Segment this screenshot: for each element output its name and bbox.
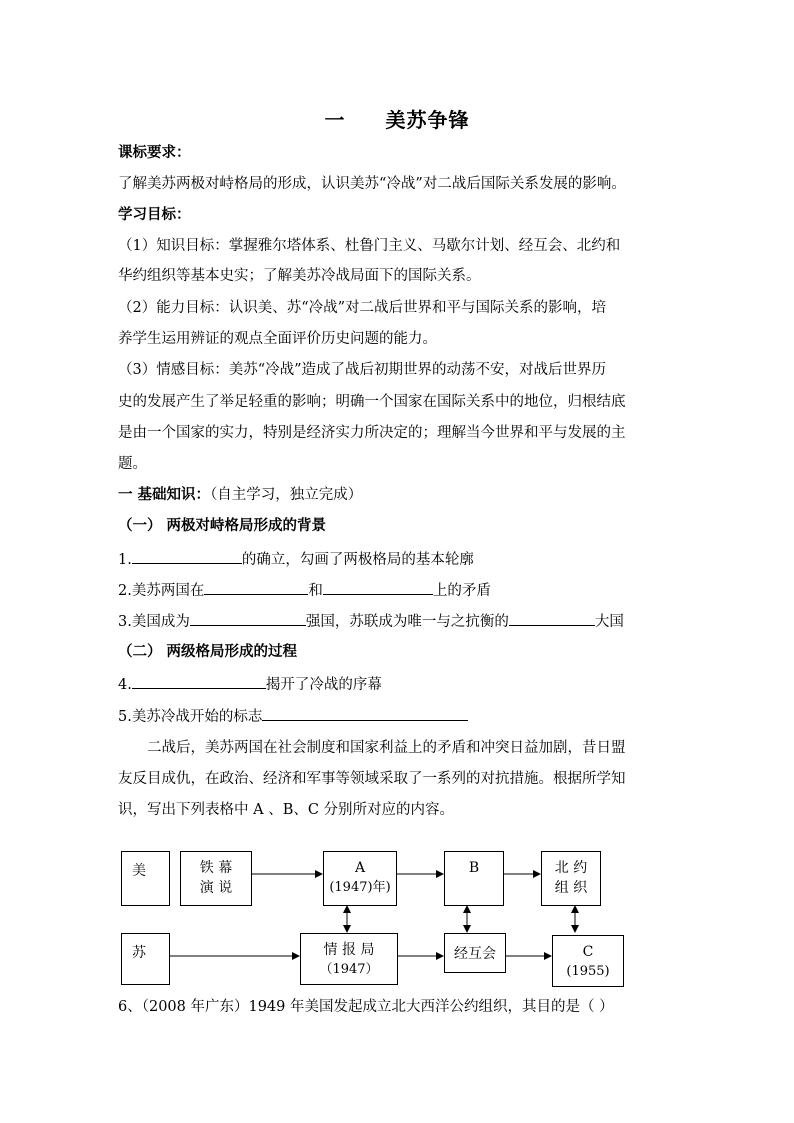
nato-line1: 北 约	[554, 860, 588, 876]
kebiao-heading: 课标要求：	[118, 144, 191, 161]
q3-text-b: 强国，苏联成为唯一与之抗衡的	[305, 614, 509, 630]
nato-line2: 组 织	[554, 880, 588, 896]
us-label: 美	[132, 863, 146, 879]
q2-text-b: 和	[308, 583, 323, 599]
q1-number: 1.	[118, 552, 132, 568]
basic-note: （自主学习，独立完成）	[210, 487, 363, 503]
box-c-label: C	[582, 944, 594, 960]
goal1-line2: 华约组织等基本史实；了解美苏冷战局面下的国际关系。	[118, 268, 481, 284]
q2-text-a: 2.美苏两国在	[118, 583, 205, 599]
nato-box	[541, 851, 601, 906]
box-b	[444, 851, 504, 906]
para-line3: 识，写出下列表格中 A 、B、C 分别所对应的内容。	[118, 802, 455, 818]
section1-heading: （一） 两极对峙格局形成的背景	[118, 517, 327, 534]
goal2-line2: 养学生运用辨证的观点全面评价历史问题的能力。	[118, 331, 437, 347]
iron-curtain-box	[180, 851, 252, 906]
title-text: 美苏争锋	[385, 108, 470, 132]
q4-text: 揭开了冷战的序幕	[265, 677, 382, 693]
comecon-box	[444, 933, 506, 973]
q3-text-c: 大国	[594, 614, 624, 630]
box-c-year: (1955)	[566, 964, 610, 979]
iron-curtain-line2: 演 说	[199, 880, 233, 896]
goal3-line4: 题。	[118, 456, 147, 472]
para-line1: 二战后，美苏两国在社会制度和国家利益上的矛盾和冲突日益加剧，昔日盟	[147, 740, 626, 756]
box-c	[552, 935, 624, 987]
box-a-year: (1947)年)	[329, 880, 391, 895]
goal2-line1: （2）能力目标：认识美、苏“冷战”对二战后世界和平与国际关系的影响，培	[118, 300, 607, 316]
ussr-box	[121, 933, 170, 985]
kebiao-text: 了解美苏两极对峙格局的形成，认识美苏“冷战”对二战后国际关系发展的影响。	[118, 176, 626, 192]
comecon-label: 经互会	[454, 946, 496, 962]
cominform-box	[300, 933, 398, 985]
q3-text-a: 3.美国成为	[118, 614, 190, 630]
box-a	[323, 851, 397, 906]
q1-text: 的确立，勾画了两极格局的基本轮廓	[241, 552, 474, 568]
box-a-label: A	[354, 860, 366, 876]
goal3-line1: （3）情感目标：美苏“冷战”造成了战后初期世界的动荡不安，对战后世界历	[118, 362, 607, 378]
iron-curtain-line1: 铁 幕	[199, 860, 233, 876]
us-box	[121, 851, 170, 906]
title-number: 一	[324, 108, 346, 132]
cominform-line1: 情 报 局	[323, 942, 375, 958]
basic-heading: 一 基础知识：	[118, 486, 211, 503]
box-b-label: B	[468, 860, 480, 876]
goal3-line2: 史的发展产生了举足轻重的影响；明确一个国家在国际关系中的地位，归根结底	[118, 394, 626, 410]
question-6: 6、（2008 年广东）1949 年美国发起成立北大西洋公约组织，其目的是（ ）	[118, 999, 614, 1015]
q5-text: 5.美苏冷战开始的标志	[118, 709, 263, 725]
goal3-line3: 是由一个国家的实力，特别是经济实力所决定的；理解当今世界和平与发展的主	[118, 425, 626, 441]
goal1-line1: （1）知识目标：掌握雅尔塔体系、杜鲁门主义、马歇尔计划、经互会、北约和	[118, 238, 621, 254]
q2-text-c: 上的矛盾	[432, 583, 491, 599]
ussr-label: 苏	[132, 945, 146, 961]
para-line2: 友反目成仇，在政治、经济和军事等领域采取了一系列的对抗措施。根据所学知	[118, 771, 626, 787]
section2-heading: （二） 两级格局形成的过程	[118, 643, 298, 660]
cominform-year: （1947）	[319, 962, 379, 977]
q4-number: 4.	[118, 677, 132, 693]
xuexi-heading: 学习目标：	[118, 206, 191, 223]
